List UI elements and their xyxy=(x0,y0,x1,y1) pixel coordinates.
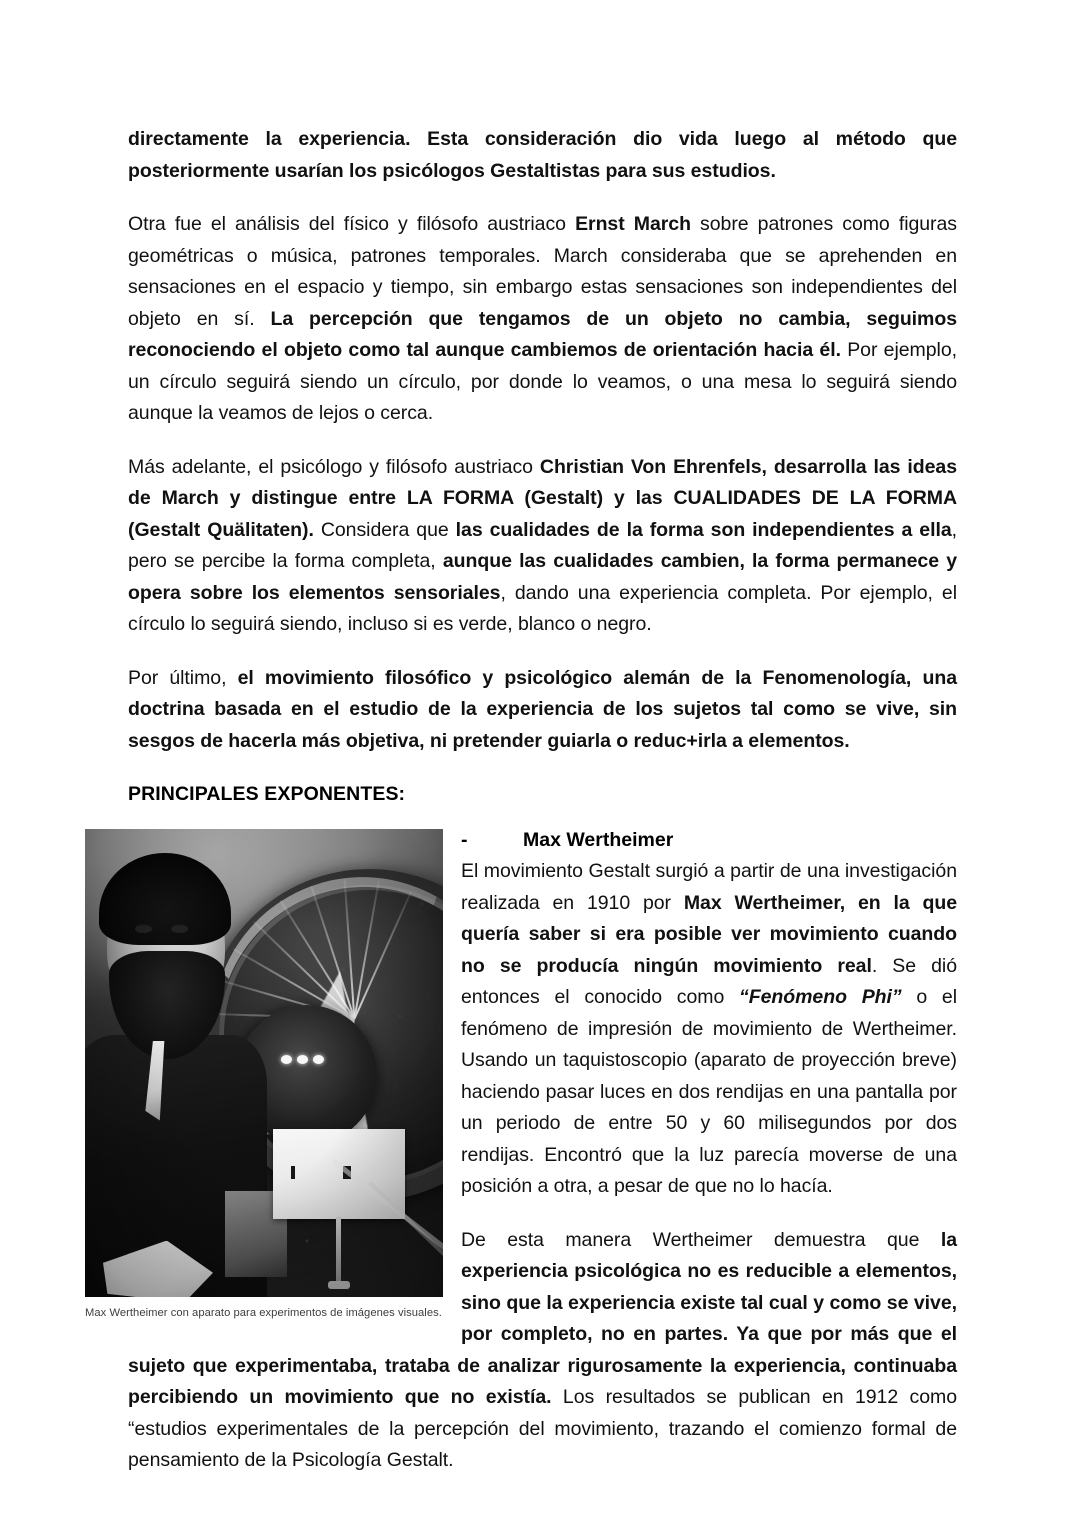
apparatus-lamp xyxy=(313,1055,324,1064)
apparatus-lamp xyxy=(281,1055,292,1064)
bullet-dash-icon: - xyxy=(461,828,468,851)
p3-run7: , dando una experiencia completa. Por ejemplo, el círculo lo seguirá siendo, incluso si es verde, blanco o negro. xyxy=(128,581,957,635)
p3-run6-bold: aunque las cualidades cambien, la forma permanece y opera sobre los elementos sensoriales xyxy=(128,550,958,604)
p3-run5: , pero se percibe la forma completa, xyxy=(128,518,957,572)
p2-run5: Por ejemplo, un círculo seguirá siendo un círculo, por donde lo veamos, o una mesa lo seguirá siendo aunque la veamos de lejos o cerca. xyxy=(128,339,957,424)
section-heading-principales-exponentes: PRINCIPALES EXPONENTES: xyxy=(128,783,406,805)
apparatus-slit xyxy=(291,1166,295,1179)
apparatus-stand xyxy=(336,1217,341,1285)
paragraph-fenomenologia xyxy=(128,663,957,758)
apparatus-stand-foot xyxy=(328,1281,350,1289)
apparatus-lamp xyxy=(297,1055,308,1064)
figure-and-text-block xyxy=(85,825,958,1499)
p2-run4-bold: La percepción que tengamos de un objeto no cambia, seguimos reconociendo el objeto como tal aunque cambiemos de orientación hacia él. xyxy=(128,307,957,361)
e1-run3: . Se dió entonces el conocido como xyxy=(461,954,957,1008)
p3-run2-bold: Christian Von Ehrenfels, desarrolla las ideas de March y distingue entre LA FORMA (Gestalt) y las CUALIDADES DE LA FORMA (Gestalt Quälitaten). xyxy=(128,455,958,541)
exponent-bullet-title: Max Wertheimer xyxy=(523,828,674,851)
paragraph-intro xyxy=(128,124,957,187)
document-content xyxy=(85,124,958,1499)
paragraph-ehrenfels xyxy=(128,452,957,641)
wertheimer-photo xyxy=(85,829,443,1297)
e2-run3: Los resultados se publican en 1912 como “estudios experimentales de la percepción del movimiento, trazando el comienzo formal de pensamiento de la Psicología Gestalt. xyxy=(128,1386,957,1471)
p2-run1: Otra fue el análisis del físico y filósofo austriaco xyxy=(128,213,576,235)
e2-run1: De esta manera Wertheimer demuestra que xyxy=(461,1228,941,1251)
p4-run1: Por último, xyxy=(128,666,238,689)
e2-run2-bold: la experiencia psicológica no es reducible a elementos, sino que la experiencia existe tal cual y como se vive, por completo, no en partes. Ya que por más que el sujeto que experimentaba, trataba de analizar rigurosamente la experiencia, continuaba percibiendo un movimiento que no existía. xyxy=(128,1228,957,1408)
p3-run3: Considera que xyxy=(313,518,456,541)
person-eye xyxy=(135,925,152,933)
e1-run1: El movimiento Gestalt surgió a partir de una investigación realizada en 1910 por xyxy=(461,860,957,914)
e1-run4-bold-italic: “Fenómeno Phi” xyxy=(739,986,902,1008)
p3-run4-bold: las cualidades de la forma son independientes a ella xyxy=(455,518,952,541)
paragraph-ernst-march xyxy=(128,209,957,430)
wertheimer-figure xyxy=(85,829,443,1321)
e1-run5: o el fenómeno de impresión de movimiento de Wertheimer. Usando un taquistoscopio (aparato de proyección breve) haciendo pasar luces en dos rendijas en una pantalla por un periodo de entre 50 y 60 milisegundos por dos rendijas. Encontró que la luz parecía moverse de una posición a otra, a pesar de que no lo hacía. xyxy=(461,986,958,1197)
person-eye xyxy=(171,925,188,933)
p2-run2-bold: Ernst March xyxy=(575,213,691,235)
p3-run1: Más adelante, el psicólogo y filósofo austriaco xyxy=(128,455,540,478)
p4-run2-bold: el movimiento filosófico y psicológico alemán de la Fenomenología, una doctrina basada en el estudio de la experiencia de los sujetos tal como se vive, sin sesgos de hacerla más objetiva, ni pretender guiarla o reduc+irla a elementos. xyxy=(128,666,957,752)
paragraph-intro-bold-run: directamente la experiencia. Esta consideración dio vida luego al método que posteriormente usarían los psicólogos Gestaltistas para sus estudios. xyxy=(128,128,957,182)
p2-run3: sobre patrones como figuras geométricas o música, patrones temporales. March consideraba que se aprehenden en sensaciones en el espacio y tiempo, sin embargo estas sensaciones son independientes del objeto en sí. xyxy=(128,213,957,330)
e1-run2-bold: Max Wertheimer, en la que quería saber si era posible ver movimiento cuando no se producía ningún movimiento real xyxy=(461,891,957,977)
figure-caption: Max Wertheimer con aparato para experimentos de imágenes visuales. xyxy=(85,1306,442,1319)
